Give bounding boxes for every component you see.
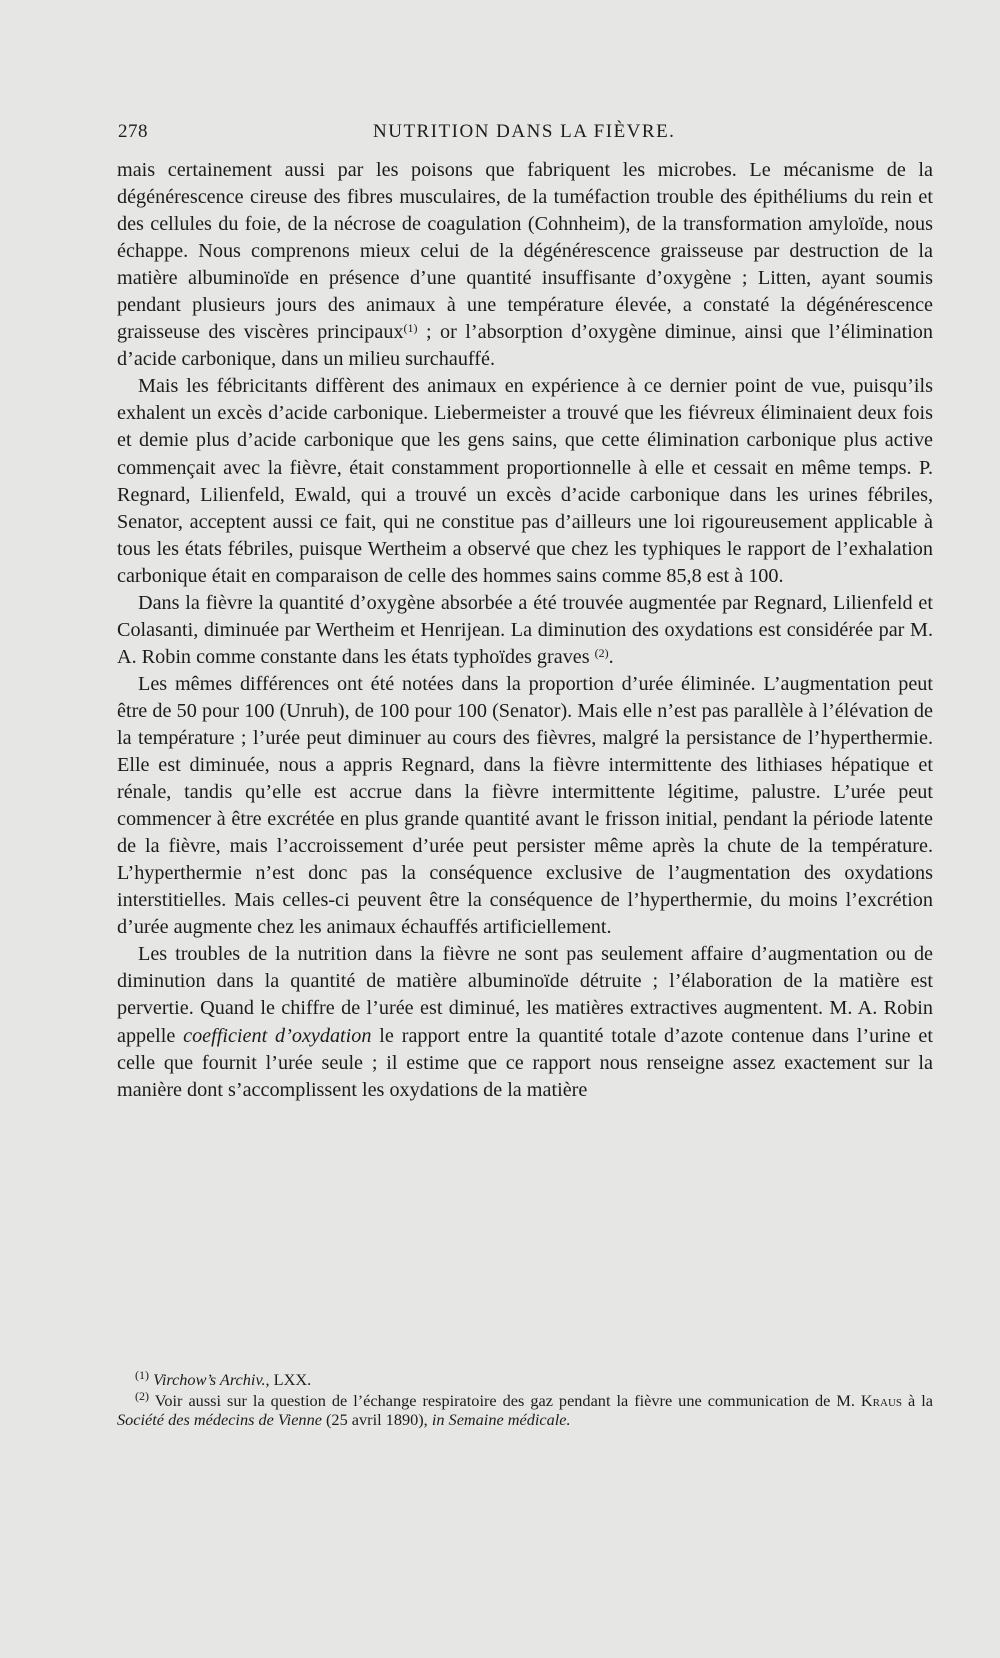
footnote-ref: (1) bbox=[403, 321, 418, 336]
footnote-ref: (2) bbox=[135, 1388, 149, 1403]
paragraph bbox=[117, 671, 933, 941]
italic-text: Société des médecins de Vienne bbox=[117, 1410, 322, 1429]
text-run: . bbox=[608, 645, 614, 668]
paragraph bbox=[117, 941, 933, 1103]
page-header bbox=[118, 121, 936, 147]
text-run: Mais les fébricitants diffèrent des animaux en expérience à ce dernier point de vue, puisqu’ils exhalent un excès d’acide carbonique. Liebermeister a trouvé que les fiévreux éliminaient deux fois et demie plus d’acide carbonique que les gens sains, que cette élimination carbonique plus active commençait avec la fièvre, était constamment proportionnelle à elle et cessait en même temps. P. Regnard, Lilienfeld, Ewald, qui a trouvé un excès d’acide carbonique dans les urines fébriles, Senator, acceptent aussi ce fait, qui ne constitue pas d’ailleurs une loi rigoureusement applicable à tous les états fébriles, puisque Wertheim a observé que chez les typhiques le rapport de l’exhalation carbonique était en comparaison de celle des hommes sains comme 85,8 est à 100. bbox=[117, 375, 933, 587]
italic-text: Virchow’s Archiv. bbox=[153, 1370, 266, 1389]
page-number: 278 bbox=[118, 121, 148, 142]
text-run: Les mêmes différences ont été notées dans la proportion d’urée éliminée. L’augmentation peut être de 50 pour 100 (Unruh), de 100 pour 100 (Senator). Mais elle n’est pas parallèle à l’élévation de la température ; l’urée peut diminuer au cours des fièvres, malgré la persistance de l’hyperthermie. Elle est diminuée, nous a appris Regnard, dans la fièvre intermittente des lithiases hépatique et rénale, tandis qu’elle est accrue dans la fièvre intermittente légitime, palustre. L’urée peut commencer à être excrétée en plus grande quantité avant le frisson initial, pendant la période latente de la fièvre, mais l’accroissement d’urée peut persister même après la chute de la température. L’hyperthermie n’est donc pas la conséquence exclusive de l’augmentation des oxydations interstitielles. Mais celles-ci peuvent être la conséquence de l’hyperthermie, du moins l’excrétion d’urée augmente chez les animaux échauffés artificiellement. bbox=[117, 672, 933, 939]
body-text bbox=[117, 157, 933, 1104]
text-run: à la bbox=[902, 1390, 933, 1410]
small-caps-name: Kraus bbox=[860, 1390, 903, 1410]
italic-text: in Semaine médicale. bbox=[431, 1410, 571, 1429]
running-head: NUTRITION DANS LA FIÈVRE. bbox=[373, 121, 676, 142]
text-run: Voir aussi sur la question de l’échange respiratoire des gaz pendant la fièvre une communication de M. bbox=[149, 1390, 861, 1410]
text-run: (25 avril 1890), bbox=[321, 1410, 432, 1429]
italic-text: coefficient d’oxydation bbox=[183, 1024, 372, 1047]
footnote-ref: (2) bbox=[594, 645, 609, 660]
paragraph bbox=[117, 373, 933, 589]
text-run: Dans la fièvre la quantité d’oxygène absorbée a été trouvée augmentée par Regnard, Lilienfeld et Colasanti, diminuée par Wertheim et Henrijean. La diminution des oxydations est considérée par M. A. Robin comme constante dans les états typhoïdes graves bbox=[117, 591, 933, 668]
text-run: ; or l’absorption d’oxygène diminue, ainsi que l’élimination d’acide carbonique, dans un milieu surchauffé. bbox=[117, 321, 933, 371]
footnotes bbox=[117, 1370, 933, 1431]
footnote bbox=[117, 1388, 933, 1430]
footnote-ref: (1) bbox=[135, 1368, 149, 1382]
text-run: Les troubles de la nutrition dans la fièvre ne sont pas seulement affaire d’augmentation ou de diminution dans la quantité de matière albuminoïde détruite ; l’élaboration de la matière est pervertie. Quand le chiffre de l’urée est diminué, les matières extractives augmentent. M. A. Robin appelle bbox=[117, 943, 933, 1047]
text-run: mais certainement aussi par les poisons que fabriquent les microbes. Le mécanisme de la dégénérescence cireuse des fibres musculaires, de la tuméfaction trouble des épithéliums du rein et des cellules du foie, de la nécrose de coagulation (Cohnheim), de la transformation amyloïde, nous échappe. Nous comprenons mieux celui de la dégénérescence graisseuse par destruction de la matière albuminoïde en présence d’une quantité insuffisante d’oxygène ; Litten, ayant soumis pendant plusieurs jours des animaux à une température élevée, a constaté la dégénérescence graisseuse des viscères principaux bbox=[117, 159, 933, 344]
footnote bbox=[117, 1370, 933, 1390]
text-run: le rapport entre la quantité totale d’azote contenue dans l’urine et celle que fournit l’urée seule ; il estime que ce rapport nous renseigne assez exactement sur la manière dont s’accomplissent les oxydations de la matière bbox=[117, 1024, 933, 1101]
text-run: , LXX. bbox=[265, 1370, 312, 1389]
paragraph bbox=[117, 590, 933, 671]
paragraph bbox=[117, 157, 933, 373]
